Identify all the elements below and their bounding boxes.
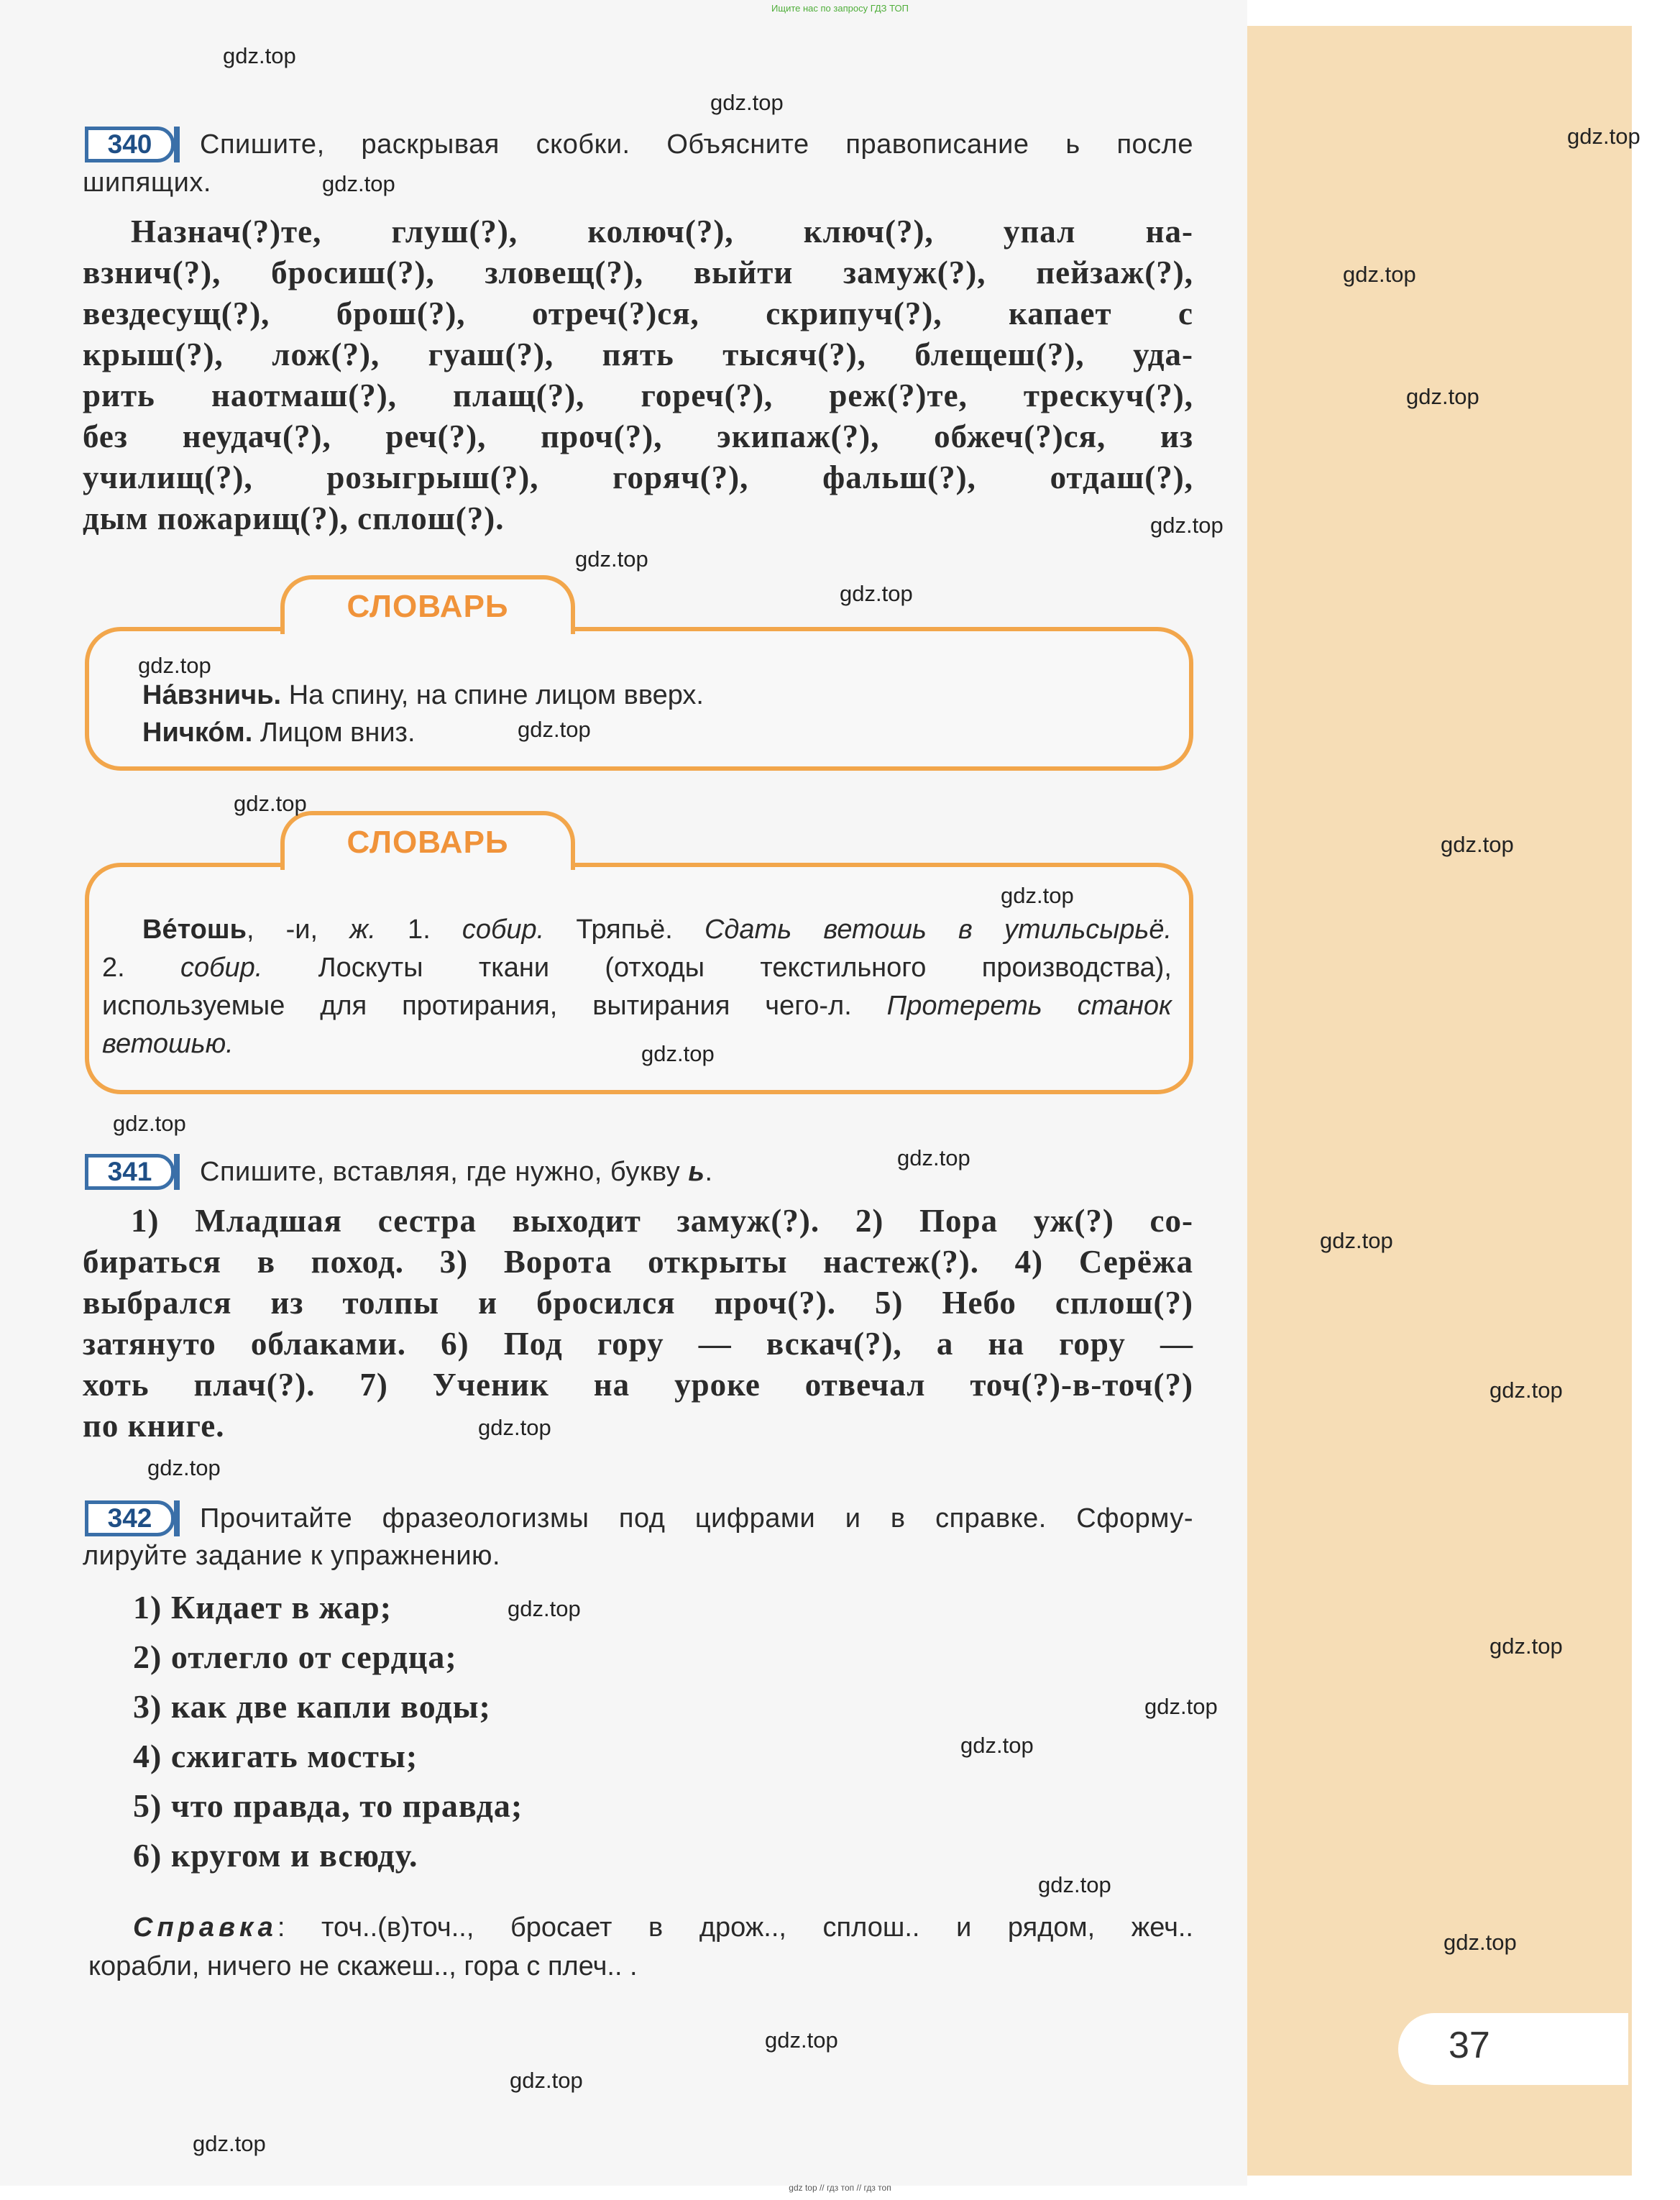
watermark: gdz.top (840, 581, 913, 606)
watermark: gdz.top (1320, 1228, 1393, 1253)
watermark: gdz.top (147, 1455, 221, 1480)
dictionary-entry-navznich (142, 680, 704, 711)
watermark: gdz.top (1443, 1930, 1517, 1955)
dictionary-entry-vetosh-line-2 (102, 953, 1172, 984)
watermark: gdz.top (1038, 1872, 1111, 1897)
watermark: gdz.top (1567, 124, 1640, 149)
exercise-340-line: взнич(?), бросиш(?), зловещ(?), выйти замуж(?), пейзаж(?), (83, 255, 1193, 290)
entry-definition: Лицом вниз. (260, 718, 416, 748)
watermark: gdz.top (193, 2131, 266, 2156)
dictionary-entry-vetosh-line-4 (102, 1029, 234, 1060)
watermark: gdz.top (710, 90, 784, 115)
hint-label: Справка (133, 1912, 277, 1943)
watermark: gdz.top (1150, 513, 1224, 538)
text: собир. (462, 915, 545, 945)
page-margin-column (1247, 26, 1632, 2176)
exercise-341-line: затянуто облаками. 6) Под гору — вскач(?), а на гору — (83, 1326, 1193, 1362)
watermark: gdz.top (1406, 384, 1479, 409)
text: Сдать ветошь в утильсырьё. (704, 915, 1172, 945)
exercise-341-line: выбрался из толпы и бросился проч(?). 5) Небо сплош(?) (83, 1285, 1193, 1321)
dictionary-label-1: СЛОВАРЬ (280, 575, 575, 634)
exercise-340-number: 340 (85, 127, 175, 162)
text: 1. (375, 915, 462, 945)
entry-word: Ве́тошь (142, 915, 247, 945)
dictionary-entry-vetosh-line-3 (102, 991, 1172, 1022)
watermark: gdz.top (478, 1415, 551, 1440)
exercise-341-line: по книге. (83, 1408, 225, 1444)
exercise-340-instruction-cont: шипящих. (83, 168, 211, 198)
watermark: gdz.top (138, 653, 211, 678)
exercise-340-line: крыш(?), лож(?), гуаш(?), пять тысяч(?), блещеш(?), уда- (83, 336, 1193, 372)
text: используемые для протирания, вытирания чего-л. (102, 991, 887, 1021)
text: : точ..(в)точ.., бросает в дрож.., сплош.. и рядом, жеч.. (277, 1912, 1193, 1943)
phraseologism-item: 1) Кидает в жар; (133, 1589, 393, 1626)
phraseologism-item: 5) что правда, то правда; (133, 1787, 523, 1824)
watermark: gdz.top (508, 1596, 581, 1621)
watermark: gdz.top (113, 1111, 186, 1136)
exercise-341-number: 341 (85, 1154, 175, 1190)
exercise-340-line: Назнач(?)те, глуш(?), колюч(?), ключ(?), упал на- (131, 214, 1193, 249)
text: Протереть станок (886, 991, 1172, 1021)
exercise-341-instruction (200, 1157, 713, 1188)
page-number-tab (1398, 2013, 1628, 2085)
exercise-342-number: 342 (85, 1500, 175, 1536)
entry-definition: На спину, на спине лицом вверх. (288, 680, 704, 710)
site-banner: Ищите нас по запросу ГДЗ ТОП (771, 3, 909, 14)
watermark: gdz.top (234, 791, 307, 816)
watermark: gdz.top (575, 546, 648, 572)
watermark: gdz.top (322, 171, 395, 196)
exercise-340-line: вездесущ(?), брош(?), отреч(?)ся, скрипуч(?), капает с (83, 295, 1193, 331)
dictionary-entry-vetosh-line-1 (142, 915, 1172, 945)
watermark: gdz.top (897, 1145, 970, 1170)
watermark: gdz.top (518, 717, 591, 742)
watermark: gdz.top (1001, 883, 1074, 908)
dictionary-label-2: СЛОВАРЬ (280, 811, 575, 870)
watermark: gdz.top (1144, 1694, 1218, 1719)
watermark: gdz.top (510, 2068, 583, 2093)
exercise-340-line: училищ(?), розыгрыш(?), горяч(?), фальш(?), отдаш(?), (83, 459, 1193, 495)
watermark: gdz.top (641, 1041, 715, 1066)
dictionary-entry-nichkom (142, 718, 416, 748)
text: . (704, 1157, 713, 1187)
phraseologism-item: 4) сжигать мосты; (133, 1738, 418, 1774)
entry-word: На́взничь. (142, 680, 282, 710)
phraseologism-item: 3) как две капли воды; (133, 1688, 491, 1725)
text: Тряпьё. (544, 915, 704, 945)
watermark: gdz.top (223, 43, 296, 68)
exercise-340-line: рить наотмаш(?), плащ(?), гореч(?), реж(?)те, трескуч(?), (83, 377, 1193, 413)
site-footer: gdz top // гдз топ // гдз топ (789, 2183, 891, 2193)
watermark: gdz.top (765, 2027, 838, 2053)
watermark: gdz.top (960, 1733, 1034, 1758)
text: ж. (349, 915, 376, 945)
text: Лоскуты ткани (отходы текстильного производства), (262, 953, 1172, 983)
text: Спишите, вставляя, где нужно, букву (200, 1157, 689, 1187)
text: , -и, (246, 915, 350, 945)
exercise-342-instruction-cont: лируйте задание к упражнению. (83, 1541, 501, 1571)
entry-word: Ничко́м. (142, 718, 253, 748)
exercise-340-line: дым пожарищ(?), сплош(?). (83, 500, 505, 536)
exercise-341-line: бираться в поход. 3) Ворота открыты настеж(?). 4) Серёжа (83, 1244, 1193, 1280)
watermark: gdz.top (1441, 832, 1514, 857)
phraseologism-item: 2) отлегло от сердца; (133, 1638, 457, 1675)
text: 2. (102, 953, 181, 983)
text: собир. (180, 953, 263, 983)
exercise-341-line: хоть плач(?). 7) Ученик на уроке отвечал точ(?)-в-точ(?) (83, 1367, 1193, 1403)
text: ветошью. (102, 1029, 234, 1059)
exercise-340-line: без неудач(?), реч(?), проч(?), экипаж(?), обжеч(?)ся, из (83, 418, 1193, 454)
hint-line-2: корабли, ничего не скажеш.., гора с плеч.. . (88, 1951, 638, 1981)
exercise-342-instruction: Прочитайте фразеологизмы под цифрами и в справке. Сформу- (200, 1503, 1193, 1534)
exercise-341-line: 1) Младшая сестра выходит замуж(?). 2) Пора уж(?) со- (131, 1203, 1193, 1239)
hint-line-1 (133, 1912, 1193, 1943)
page-number: 37 (1449, 2025, 1490, 2066)
watermark: gdz.top (1343, 262, 1416, 287)
watermark: gdz.top (1489, 1378, 1563, 1403)
watermark: gdz.top (1489, 1633, 1563, 1659)
phraseologism-item: 6) кругом и всюду. (133, 1837, 418, 1874)
text: ь (688, 1157, 705, 1187)
exercise-340-instruction: Спишите, раскрывая скобки. Объясните правописание ь после (200, 129, 1193, 160)
